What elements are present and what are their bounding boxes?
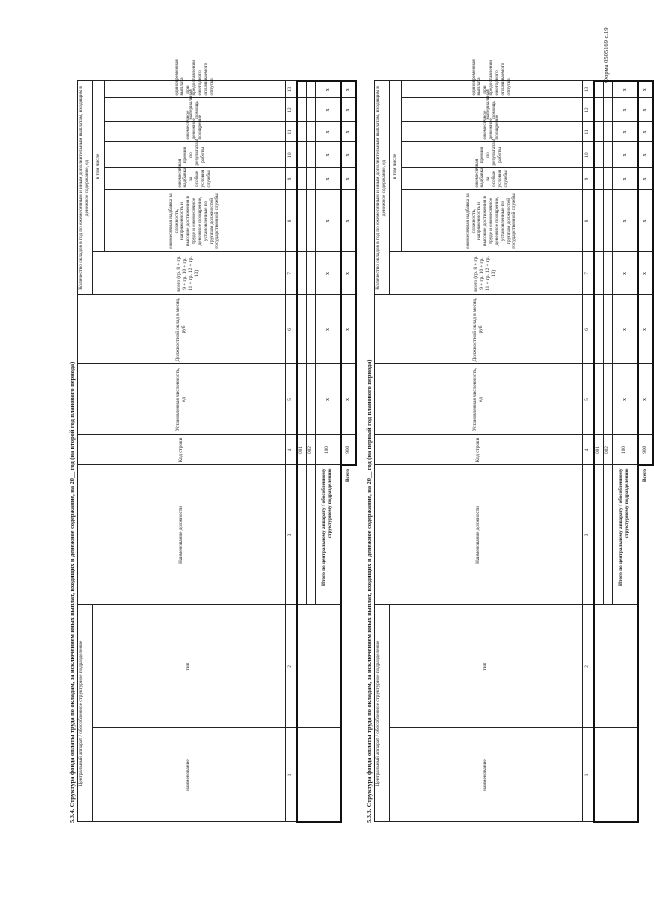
col13-cell[interactable] bbox=[307, 81, 316, 98]
x-mark: x bbox=[638, 122, 653, 142]
x-mark: x bbox=[613, 142, 639, 168]
col13-header: единовременная выплата при предоставлении ежегодного оплачиваемого отпуска bbox=[402, 81, 583, 98]
payments-group-header: Количество окладов в год по ежемесячным и иным дополнительным выплатам, входящим в денежное содержание, ед bbox=[78, 81, 93, 295]
x-mark: x bbox=[316, 122, 342, 142]
x-mark: x bbox=[316, 81, 342, 98]
col-num: 11 bbox=[583, 122, 595, 142]
headcount-cell[interactable] bbox=[604, 364, 613, 435]
total-cell[interactable] bbox=[297, 252, 307, 295]
headcount-header: Установленная численность, ед bbox=[78, 364, 286, 435]
col-num: 13 bbox=[286, 81, 298, 98]
line-code-cell: 001 bbox=[594, 435, 604, 465]
col-num: 10 bbox=[583, 142, 595, 168]
x-mark: x bbox=[638, 295, 653, 364]
x-mark: x bbox=[341, 168, 356, 190]
total-header: всего (гр. 8 + гр. 9 + гр. 10 + гр. 11 + гр. 12 + гр. 13) bbox=[390, 252, 583, 295]
section-title-534: 5.3.4. Структура фонда оплаты труда по окладам, за исключением иных выплат, входящих в денежное содержание, на 20__ год (на второй год планового периода) bbox=[69, 361, 76, 823]
col12-cell[interactable] bbox=[297, 98, 307, 122]
table-row bbox=[594, 81, 604, 822]
col8-cell[interactable] bbox=[297, 190, 307, 252]
col-num: 6 bbox=[286, 295, 298, 364]
col-num: 7 bbox=[583, 252, 595, 295]
unit-type-header: тип bbox=[93, 605, 286, 728]
unit-type-header: тип bbox=[390, 605, 583, 728]
col8-cell[interactable] bbox=[604, 190, 613, 252]
x-mark: x bbox=[638, 168, 653, 190]
col8-header: ежемесячная надбавка за сложность, напряженность и высокие достижения в труде и ежемесячное денежное поощрение, установленные по группам должностей государственной службы bbox=[105, 190, 286, 252]
col-num: 6 bbox=[583, 295, 595, 364]
line-code-header: Код строки bbox=[78, 435, 286, 465]
subtotal-code: 100 bbox=[316, 435, 342, 465]
x-mark: x bbox=[638, 142, 653, 168]
salary-cell[interactable] bbox=[604, 295, 613, 364]
position-cell[interactable] bbox=[604, 465, 613, 605]
headcount-cell[interactable] bbox=[594, 364, 604, 435]
col9-cell[interactable] bbox=[297, 168, 307, 190]
payments-group-header: Количество окладов в год по ежемесячным и иным дополнительным выплатам, входящим в денежное содержание, ед bbox=[375, 81, 390, 295]
col10-cell[interactable] bbox=[604, 142, 613, 168]
x-mark: x bbox=[613, 81, 639, 98]
x-mark: x bbox=[638, 81, 653, 98]
x-mark: x bbox=[341, 190, 356, 252]
col12-header: материальная помощь bbox=[105, 98, 286, 122]
col12-header: материальная помощь bbox=[402, 98, 583, 122]
x-mark: x bbox=[341, 142, 356, 168]
unit-group-header: Центральный аппарат / обособленное структурное подразделение bbox=[375, 605, 390, 822]
col-num: 7 bbox=[286, 252, 298, 295]
col-num: 3 bbox=[286, 465, 298, 605]
x-mark: x bbox=[613, 295, 639, 364]
col-num: 11 bbox=[286, 122, 298, 142]
col-num: 9 bbox=[583, 168, 595, 190]
salary-cell[interactable] bbox=[307, 295, 316, 364]
col11-header: ежемесячное денежное поощрение bbox=[105, 122, 286, 142]
grand-total-code: 900 bbox=[341, 435, 356, 465]
total-cell[interactable] bbox=[604, 252, 613, 295]
x-mark: x bbox=[638, 252, 653, 295]
col-num: 10 bbox=[286, 142, 298, 168]
salary-header: Должностной оклад в месяц, руб bbox=[375, 295, 583, 364]
x-mark: x bbox=[316, 295, 342, 364]
col-num: 13 bbox=[583, 81, 595, 98]
salary-fund-table-534 bbox=[77, 59, 357, 823]
grand-total-row bbox=[341, 81, 356, 822]
x-mark: x bbox=[613, 190, 639, 252]
unit-name-cell[interactable] bbox=[594, 728, 638, 822]
col13-cell[interactable] bbox=[604, 81, 613, 98]
headcount-cell[interactable] bbox=[307, 364, 316, 435]
x-mark: x bbox=[341, 252, 356, 295]
headcount-header: Установленная численность, ед bbox=[375, 364, 583, 435]
x-mark: x bbox=[638, 190, 653, 252]
form-number: Форма 0505169 с.19 bbox=[603, 27, 610, 83]
x-mark: x bbox=[316, 142, 342, 168]
x-mark: x bbox=[341, 81, 356, 98]
col-num: 2 bbox=[583, 605, 595, 728]
x-mark: x bbox=[316, 252, 342, 295]
col11-cell[interactable] bbox=[307, 122, 316, 142]
total-cell[interactable] bbox=[307, 252, 316, 295]
col-num: 2 bbox=[286, 605, 298, 728]
grand-total-row bbox=[638, 81, 653, 822]
x-mark: x bbox=[613, 252, 639, 295]
x-mark: x bbox=[341, 122, 356, 142]
col-num: 12 bbox=[286, 98, 298, 122]
x-mark: x bbox=[316, 190, 342, 252]
line-code-cell: 001 bbox=[297, 435, 307, 465]
incl-header: в том числе bbox=[390, 81, 402, 252]
section-title-533: 5.3.3. Структура фонда оплаты труда по окладам, за исключением иных выплат, входящих в денежное содержание, на 20__ год (на первый год планового периода) bbox=[366, 359, 373, 823]
col-num: 1 bbox=[583, 728, 595, 822]
col9-cell[interactable] bbox=[594, 168, 604, 190]
x-mark: x bbox=[613, 98, 639, 122]
col12-cell[interactable] bbox=[307, 98, 316, 122]
unit-group-header: Центральный аппарат / обособленное структурное подразделение bbox=[78, 605, 93, 822]
col13-header: единовременная выплата при предоставлении ежегодного оплачиваемого отпуска bbox=[105, 81, 286, 98]
col-num: 3 bbox=[583, 465, 595, 605]
col9-cell[interactable] bbox=[604, 168, 613, 190]
total-header: всего (гр. 8 + гр. 9 + гр. 10 + гр. 11 + гр. 12 + гр. 13) bbox=[93, 252, 286, 295]
unit-type-cell[interactable] bbox=[297, 605, 341, 728]
subtotal-label: Итого по центральному аппарату / обособленному структурному подразделению bbox=[613, 465, 639, 605]
subtotal-code: 100 bbox=[613, 435, 639, 465]
position-cell[interactable] bbox=[297, 465, 307, 605]
column-number-row bbox=[583, 81, 595, 822]
col-num: 1 bbox=[286, 728, 298, 822]
col11-cell[interactable] bbox=[594, 122, 604, 142]
col-num: 8 bbox=[583, 190, 595, 252]
subtotal-label: Итого по центральному аппарату / обособленному структурному подразделению bbox=[316, 465, 342, 605]
col11-header: ежемесячное денежное поощрение bbox=[402, 122, 583, 142]
col-num: 5 bbox=[583, 364, 595, 435]
x-mark: x bbox=[316, 168, 342, 190]
col11-cell[interactable] bbox=[297, 122, 307, 142]
salary-cell[interactable] bbox=[594, 295, 604, 364]
headcount-cell[interactable] bbox=[297, 364, 307, 435]
x-mark: x bbox=[613, 122, 639, 142]
col12-cell[interactable] bbox=[594, 98, 604, 122]
col11-cell[interactable] bbox=[604, 122, 613, 142]
unit-type-cell[interactable] bbox=[594, 605, 638, 728]
salary-cell[interactable] bbox=[297, 295, 307, 364]
col9-header: ежемесячная надбавка за особые условия службы bbox=[105, 168, 286, 190]
x-mark: x bbox=[341, 98, 356, 122]
x-mark: x bbox=[638, 98, 653, 122]
position-cell[interactable] bbox=[594, 465, 604, 605]
position-header: Наименование должности bbox=[78, 465, 286, 605]
x-mark: x bbox=[341, 295, 356, 364]
col-num: 4 bbox=[583, 435, 595, 465]
position-cell[interactable] bbox=[307, 465, 316, 605]
x-mark: x bbox=[316, 364, 342, 435]
table-row bbox=[297, 81, 307, 822]
line-code-cell: 002 bbox=[604, 435, 613, 465]
line-code-header: Код строки bbox=[375, 435, 583, 465]
line-code-cell: 002 bbox=[307, 435, 316, 465]
x-mark: x bbox=[613, 364, 639, 435]
col-num: 8 bbox=[286, 190, 298, 252]
col8-header: ежемесячная надбавка за сложность, напряженность и высокие достижения в труде и ежемесячное денежное поощрение, установленные по группам должностей государственной службы bbox=[402, 190, 583, 252]
col-num: 12 bbox=[583, 98, 595, 122]
total-cell[interactable] bbox=[594, 252, 604, 295]
col8-cell[interactable] bbox=[594, 190, 604, 252]
grand-total-label: Всего bbox=[341, 465, 356, 822]
unit-name-header: наименование bbox=[390, 728, 583, 822]
salary-fund-table-533 bbox=[374, 59, 654, 823]
column-number-row bbox=[286, 81, 298, 822]
unit-name-cell[interactable] bbox=[297, 728, 341, 822]
col10-cell[interactable] bbox=[594, 142, 604, 168]
col10-cell[interactable] bbox=[297, 142, 307, 168]
x-mark: x bbox=[613, 168, 639, 190]
grand-total-code: 900 bbox=[638, 435, 653, 465]
col-num: 5 bbox=[286, 364, 298, 435]
x-mark: x bbox=[638, 364, 653, 435]
x-mark: x bbox=[316, 98, 342, 122]
salary-header: Должностной оклад в месяц, руб bbox=[78, 295, 286, 364]
col-num: 4 bbox=[286, 435, 298, 465]
x-mark: x bbox=[341, 364, 356, 435]
incl-header: в том числе bbox=[93, 81, 105, 252]
position-header: Наименование должности bbox=[375, 465, 583, 605]
col13-cell[interactable] bbox=[594, 81, 604, 98]
col10-cell[interactable] bbox=[307, 142, 316, 168]
unit-name-header: наименование bbox=[93, 728, 286, 822]
col13-cell[interactable] bbox=[297, 81, 307, 98]
col10-header: премии по результатам работы bbox=[105, 142, 286, 168]
col9-cell[interactable] bbox=[307, 168, 316, 190]
col12-cell[interactable] bbox=[604, 98, 613, 122]
col-num: 9 bbox=[286, 168, 298, 190]
col8-cell[interactable] bbox=[307, 190, 316, 252]
col10-header: премии по результатам работы bbox=[402, 142, 583, 168]
grand-total-label: Всего bbox=[638, 465, 653, 822]
col9-header: ежемесячная надбавка за особые условия службы bbox=[402, 168, 583, 190]
